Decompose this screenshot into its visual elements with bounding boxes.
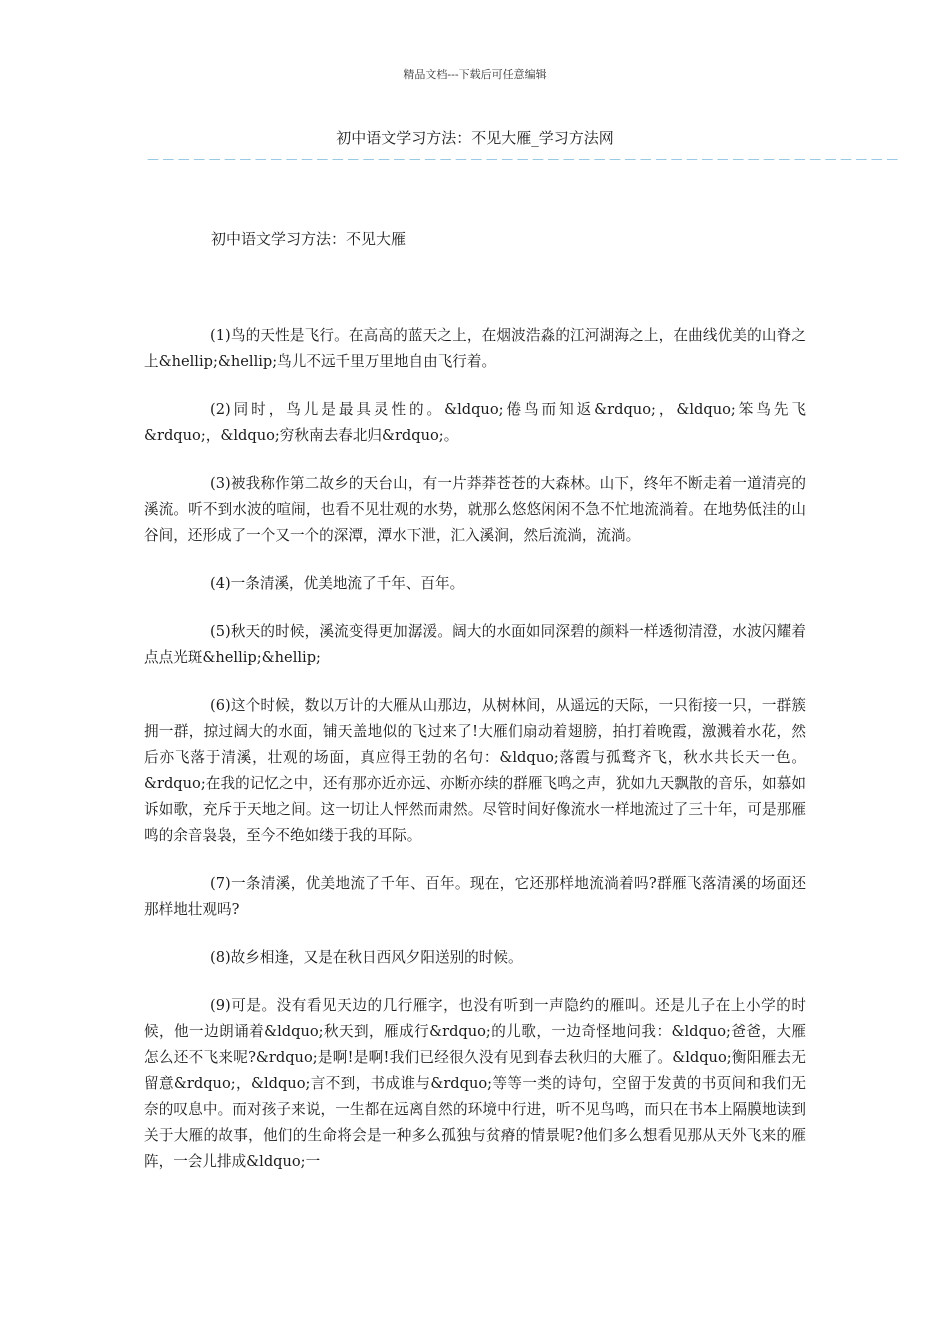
paragraph-7: (7)一条清溪，优美地流了千年、百年。现在，它还那样地流淌着吗?群雁飞落清溪的场面还那样地壮观吗?: [144, 875, 806, 918]
paragraph-6: (6)这个时候，数以万计的大雁从山那边，从树林间，从遥远的天际，一只衔接一只，一群簇拥一群，掠过阔大的水面，铺天盖地似的飞过来了!大雁们扇动着翅膀，拍打着晚霞，激溅着水花，然后亦飞落于清溪，壮观的场面，真应得王勃的名句：&ldquo;落霞与孤鹜齐飞，秋水共长天一色。&rdquo;在我的记忆之中，还有那亦近亦远、亦断亦续的群雁飞鸣之声，犹如九天飘散的音乐，如慕如诉如歌，充斥于天地之间。这一切让人怦然而肃然。尽管时间好像流水一样地流过了三十年，可是那雁鸣的余音袅袅，至今不绝如缕于我的耳际。: [144, 697, 806, 844]
paragraph-1: (1)鸟的天性是飞行。在高高的蓝天之上，在烟波浩淼的江河湖海之上，在曲线优美的山脊之上&hellip;&hellip;鸟儿不远千里万里地自由飞行着。: [144, 327, 806, 370]
paragraph-3: (3)被我称作第二故乡的天台山，有一片莽莽苍苍的大森林。山下，终年不断走着一道清亮的溪流。听不到水波的喧闹，也看不见壮观的水势，就那么悠悠闲闲不急不忙地流淌着。在地势低洼的山谷间，还形成了一个又一个的深潭，潭水下泄，汇入溪涧，然后流淌，流淌。: [144, 475, 806, 544]
header-note: 精品文档---下载后可任意编辑: [403, 68, 547, 81]
document-title: 初中语文学习方法：不见大雁_学习方法网: [336, 129, 614, 147]
paragraph-9: (9)可是。没有看见天边的几行雁字，也没有听到一声隐约的雁叫。还是儿子在上小学的时候，他一边朗诵着&ldquo;秋天到，雁成行&rdquo;的儿歌，一边奇怪地问我：&ldquo;爸爸，大雁怎么还不飞来呢?&rdquo;是啊!是啊!我们已经很久没有见到春去秋归的大雁了。&ldquo;衡阳雁去无留意&rdquo;，&ldquo;言不到，书成谁与&rdquo;等等一类的诗句，空留于发黄的书页间和我们无奈的叹息中。而对孩子来说，一生都在远离自然的环境中行进，听不见鸟鸣，而只在书本上隔膜地读到关于大雁的故事，他们的生命将会是一种多么孤独与贫瘠的情景呢?他们多么想看见那从天外飞来的雁阵，一会儿排成&ldquo;一: [144, 997, 806, 1170]
article-body: [144, 323, 806, 1197]
paragraph-4: (4)一条清溪，优美地流了千年、百年。: [210, 575, 465, 592]
dashed-divider: －－－－－－－－－－－－－－－－－－－－－－－－－－－－－－－－－－－－－－－－－－－－－－－－－: [146, 153, 901, 169]
paragraph-2: (2)同时，鸟儿是最具灵性的。&ldquo;倦鸟而知返&rdquo;，&ldquo;笨鸟先飞&rdquo;，&ldquo;穷秋南去春北归&rdquo;。: [144, 401, 806, 444]
paragraph-8: (8)故乡相逢，又是在秋日西风夕阳送别的时候。: [210, 949, 523, 966]
article-subtitle: 初中语文学习方法：不见大雁: [211, 230, 407, 248]
paragraph-5: (5)秋天的时候，溪流变得更加潺湲。阔大的水面如同深碧的颜料一样透彻清澄，水波闪耀着点点光斑&hellip;&hellip;: [144, 623, 806, 666]
